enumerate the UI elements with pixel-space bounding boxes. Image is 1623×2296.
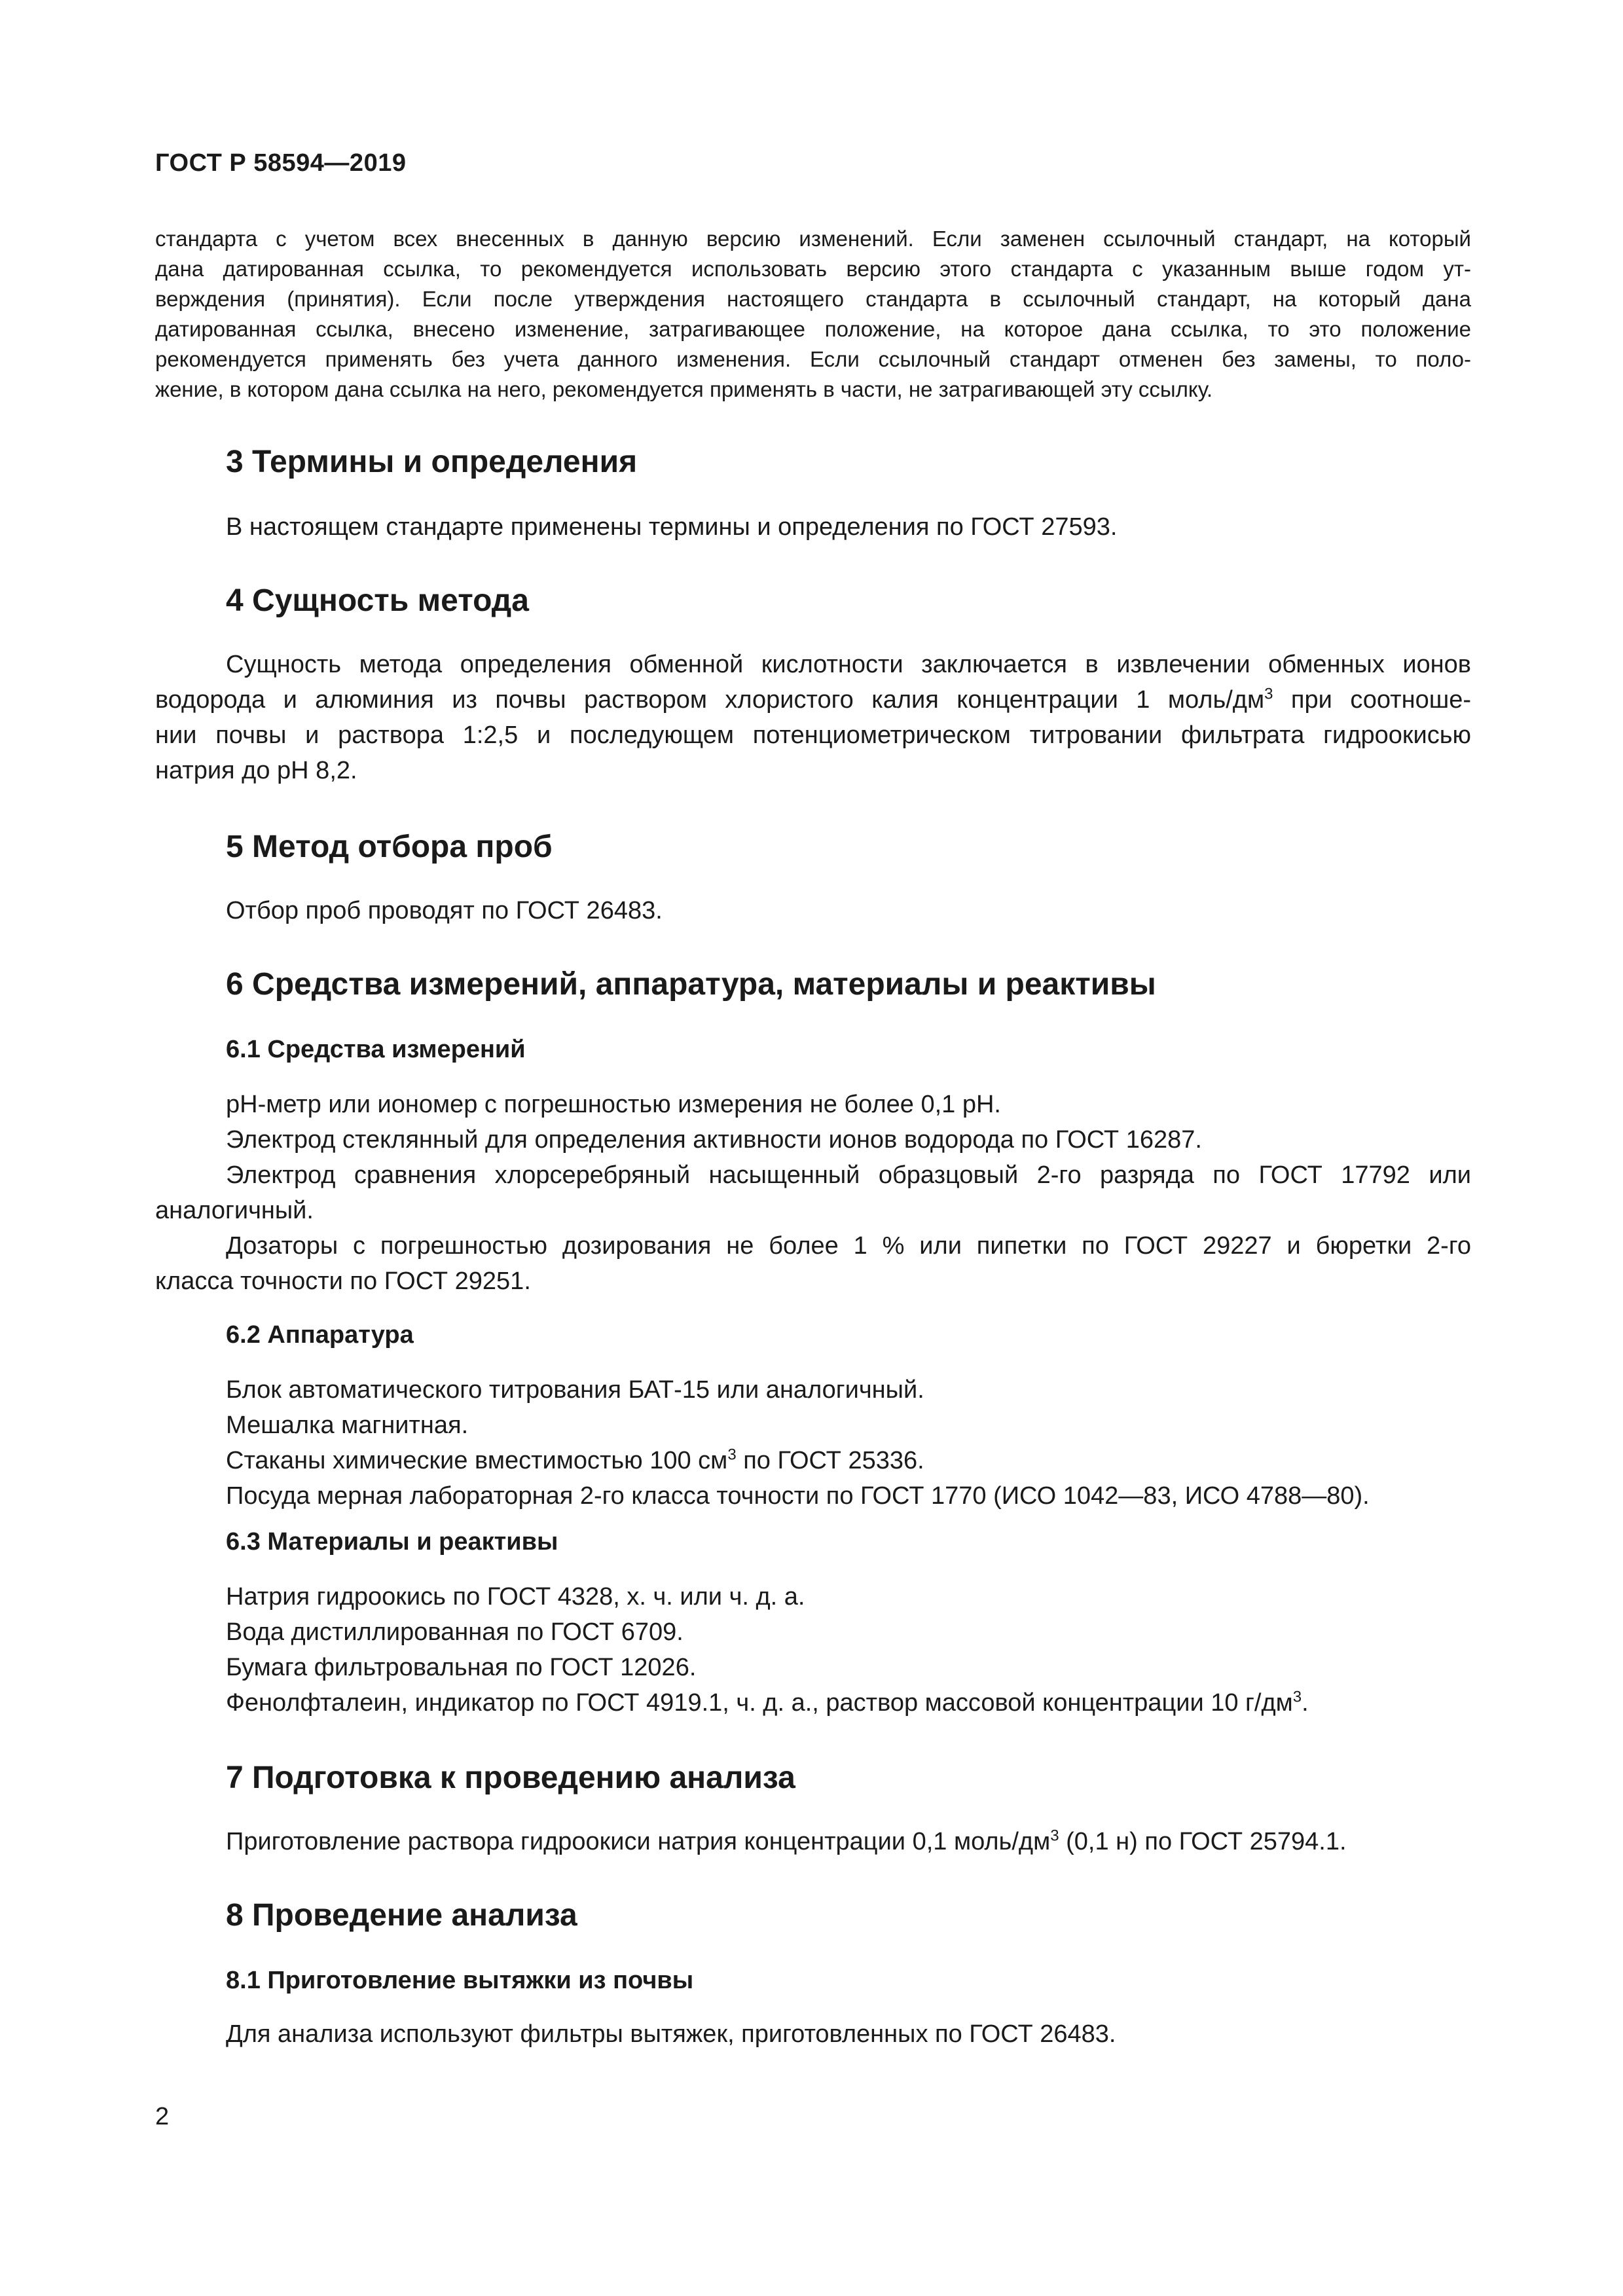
- section-7-text: Приготовление раствора гидроокиси натрия концентрации 0,1 моль/$дм^3$ (0,1 н) по ГОСТ 25794.1.: [226, 1827, 1347, 1855]
- section-4-heading: 4 Сущность метода: [226, 583, 529, 618]
- s62-line-1: Блок автоматического титрования БАТ-15 или аналогичный.: [226, 1376, 924, 1404]
- s62-line-4: Посуда мерная лабораторная 2-го класса точности по ГОСТ 1770 (ИСО 1042—83, ИСО 4788—80).: [226, 1482, 1370, 1510]
- s63-line-4: Фенолфталеин, индикатор по ГОСТ 4919.1, ч. д. а., раствор массовой концентрации 10 $г/дм^3$.: [226, 1688, 1309, 1717]
- section-4-paragraph: [155, 647, 1471, 788]
- section-4-line: водорода и алюминия из почвы раствором хлористого калия концентрации 1 моль/$дм^3$ при соотноше-: [155, 685, 1471, 714]
- subsection-6-3-heading: 6.3 Материалы и реактивы: [226, 1528, 558, 1556]
- intro-line: датированная ссылка, внесено изменение, затрагивающее положение, на которое дана ссылка, то это положение: [155, 317, 1471, 341]
- section-3-text: В настоящем стандарте применены термины и определения по ГОСТ 27593.: [226, 513, 1118, 541]
- page-number: 2: [155, 2103, 170, 2130]
- section-8-heading: 8 Проведение анализа: [226, 1898, 577, 1933]
- intro-line: дана датированная ссылка, то рекомендуется использовать версию этого стандарта с указанным выше годом ут-: [155, 257, 1471, 281]
- section-6-heading: 6 Средства измерений, аппаратура, материалы и реактивы: [226, 967, 1156, 1002]
- section-7-heading: 7 Подготовка к проведению анализа: [226, 1760, 795, 1795]
- s63-line-2: Вода дистиллированная по ГОСТ 6709.: [226, 1618, 684, 1646]
- document-code-header: ГОСТ Р 58594—2019: [155, 149, 407, 177]
- subsection-6-2-heading: 6.2 Аппаратура: [226, 1321, 414, 1349]
- s63-line-3: Бумага фильтровальная по ГОСТ 12026.: [226, 1654, 697, 1681]
- intro-line: стандарта с учетом всех внесенных в данную версию изменений. Если заменен ссылочный стандарт, на который: [155, 227, 1471, 251]
- intro-line: рекомендуется применять без учета данного изменения. Если ссылочный стандарт отменен без замены, то поло-: [155, 347, 1471, 371]
- section-8-1-text: Для анализа используют фильтры вытяжек, приготовленных по ГОСТ 26483.: [226, 2020, 1116, 2048]
- section-5-text: Отбор проб проводят по ГОСТ 26483.: [226, 897, 663, 924]
- subsection-8-1-heading: 8.1 Приготовление вытяжки из почвы: [226, 1967, 694, 1994]
- s61-paragraph-4: Дозаторы с погрешностью дозирования не более 1 % или пипетки по ГОСТ 29227 и бюретки 2-го класса точности по ГОСТ 29251.: [155, 1232, 1471, 1295]
- s62-line-3: Стаканы химические вместимостью 100 $см^3$ по ГОСТ 25336.: [226, 1446, 924, 1474]
- section-4-line: натрия до рН 8,2.: [155, 757, 357, 784]
- section-4-line: нии почвы и раствора 1:2,5 и последующем потенциометрическом титровании фильтрата гидроокисью: [155, 721, 1471, 749]
- s61-paragraph-3: Электрод сравнения хлорсеребряный насыщенный образцовый 2-го разряда по ГОСТ 17792 или аналогичный.: [155, 1161, 1471, 1224]
- subsection-6-1-heading: 6.1 Средства измерений: [226, 1036, 526, 1063]
- section-3-heading: 3 Термины и определения: [226, 445, 638, 479]
- s62-line-2: Мешалка магнитная.: [226, 1412, 469, 1439]
- intro-paragraph: [155, 224, 1471, 405]
- intro-line: жение, в котором дана ссылка на него, рекомендуется применять в части, не затрагивающей эту ссылку.: [155, 377, 1213, 401]
- section-5-heading: 5 Метод отбора проб: [226, 829, 553, 864]
- s61-line-2: Электрод стеклянный для определения активности ионов водорода по ГОСТ 16287.: [226, 1126, 1202, 1154]
- section-4-line: Сущность метода определения обменной кислотности заключается в извлечении обменных ионов: [226, 651, 1471, 678]
- s63-line-1: Натрия гидроокись по ГОСТ 4328, х. ч. или ч. д. а.: [226, 1583, 805, 1611]
- intro-line: верждения (принятия). Если после утверждения настоящего стандарта в ссылочный стандарт, на который дана: [155, 287, 1471, 311]
- s61-line-1: рН-метр или иономер с погрешностью измерения не более 0,1 рН.: [226, 1091, 1001, 1118]
